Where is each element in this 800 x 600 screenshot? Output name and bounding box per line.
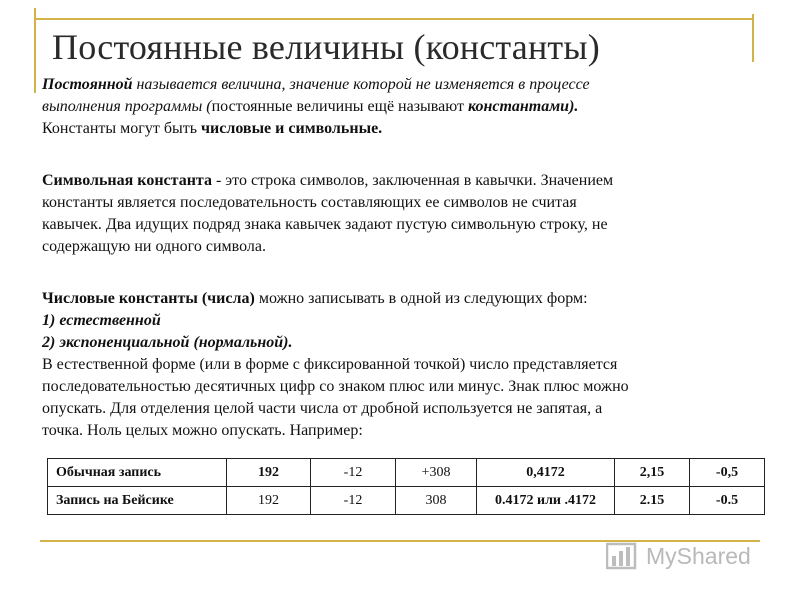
frame-right-line xyxy=(752,14,754,62)
slide-title: Постоянные величины (константы) xyxy=(52,27,600,67)
numeric-term: Числовые константы (числа) xyxy=(42,290,255,307)
watermark-logo xyxy=(606,536,751,576)
table-row-label: Запись на Бейсике xyxy=(48,487,227,515)
frame-left-line xyxy=(34,8,36,93)
numeric-form-1: 1) естественной xyxy=(42,312,161,329)
table-cell: 2,15 xyxy=(615,459,690,487)
symbolic-line-3: кавычек. Два идущих подряд знака кавычек задают пустую символьную строку, не xyxy=(42,216,608,233)
symbolic-line-4: содержащую ни одного символа. xyxy=(42,238,266,255)
numeric-line-7: точка. Ноль целых можно опускать. Например: xyxy=(42,422,363,439)
numeric-text: можно записывать в одной из следующих форм: xyxy=(254,290,588,307)
table-cell: 2.15 xyxy=(615,487,690,515)
table-row xyxy=(48,459,765,487)
table-cell: -0,5 xyxy=(690,459,765,487)
table-cell: 308 xyxy=(396,487,477,515)
definition-text: постоянные величины ещё называют xyxy=(211,98,468,115)
symbolic-line-1 xyxy=(42,170,762,192)
table-cell: -12 xyxy=(311,459,396,487)
bar-chart-icon xyxy=(606,541,640,571)
table-cell: -12 xyxy=(311,487,396,515)
definition-line-3 xyxy=(42,118,762,140)
numeric-line-4: В естественной форме (или в форме с фиксированной точкой) число представляется xyxy=(42,356,618,373)
numeric-line-5: последовательностью десятичных цифр со знаком плюс или минус. Знак плюс можно xyxy=(42,378,629,395)
table-cell: 192 xyxy=(227,459,311,487)
table-cell: 192 xyxy=(227,487,311,515)
table-cell: 0.4172 или .4172 xyxy=(477,487,615,515)
table-row-label: Обычная запись xyxy=(48,459,227,487)
examples-table xyxy=(47,458,765,515)
definition-term: Постоянной xyxy=(42,76,133,93)
watermark-text: MyShared xyxy=(646,542,751,569)
definition-term: числовые и символьные. xyxy=(201,120,383,137)
numeric-line-6: опускать. Для отделения целой части числа от дробной используется не запятая, а xyxy=(42,400,603,417)
table-row xyxy=(48,487,765,515)
table-cell: +308 xyxy=(396,459,477,487)
definition-line-1 xyxy=(42,74,762,96)
table-cell: -0.5 xyxy=(690,487,765,515)
definition-term: константами). xyxy=(467,98,579,115)
numeric-form-2: 2) экспоненциальной (нормальной). xyxy=(42,334,293,351)
symbolic-line-2: константы является последовательность составляющих ее символов не считая xyxy=(42,194,577,211)
definition-text: Константы могут быть xyxy=(42,120,201,137)
numeric-paragraph xyxy=(42,288,762,442)
definition-text: называется величина, значение которой не изменяется в процессе xyxy=(132,76,590,93)
definition-text: выполнения программы ( xyxy=(42,98,212,115)
symbolic-paragraph xyxy=(42,170,762,258)
symbolic-term: Символьная константа xyxy=(42,172,212,189)
definition-line-2 xyxy=(42,96,762,118)
definition-paragraph xyxy=(42,74,762,140)
symbolic-text: - это строка символов, заключенная в кавычки. Значением xyxy=(211,172,614,189)
numeric-line-1 xyxy=(42,288,762,310)
frame-top-line xyxy=(36,18,754,20)
table-cell: 0,4172 xyxy=(477,459,615,487)
